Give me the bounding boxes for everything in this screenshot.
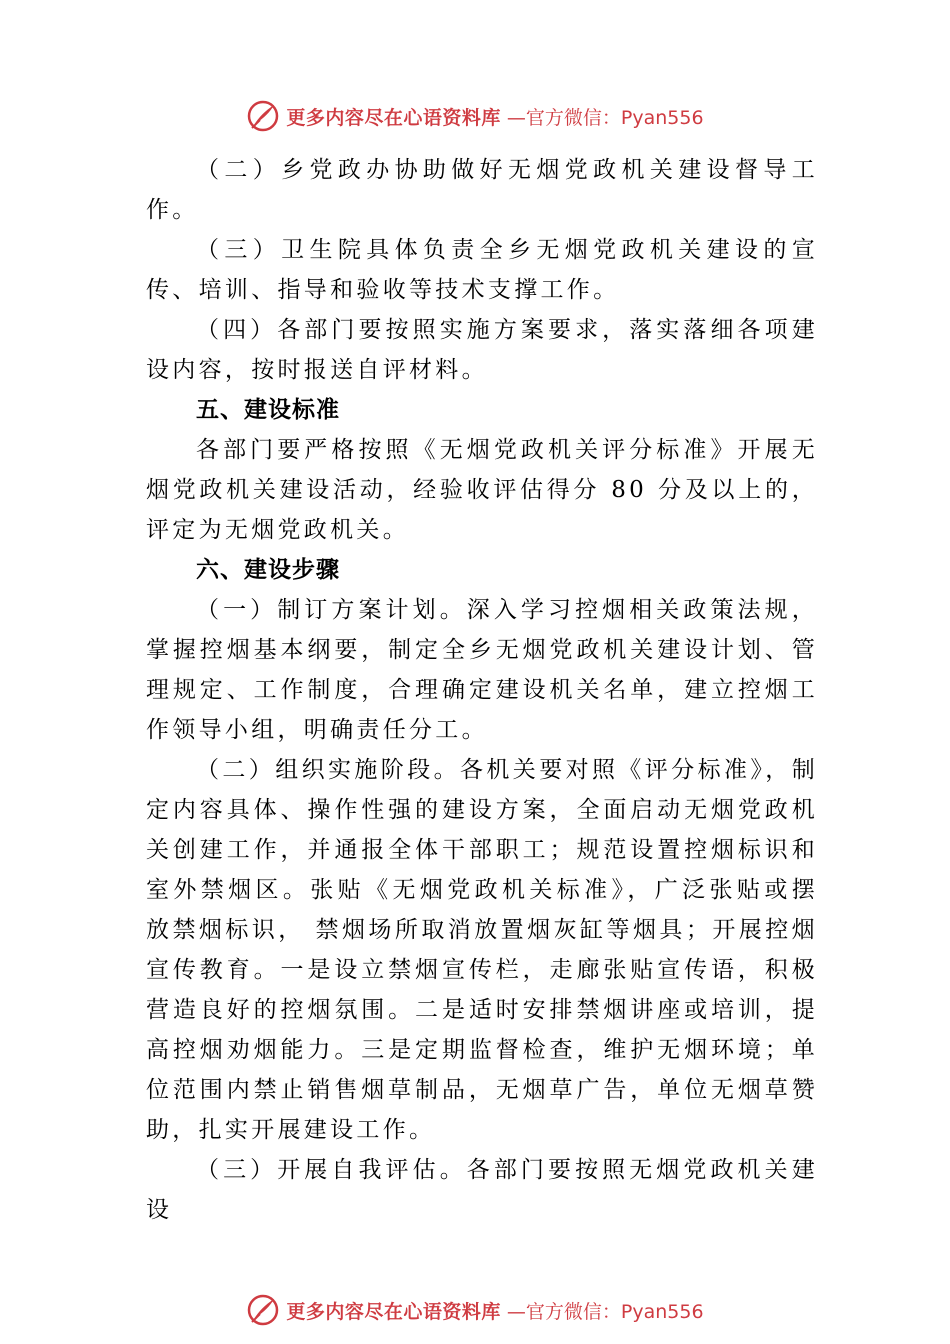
quill-logo-icon: [246, 1293, 280, 1327]
paragraph-2: （二）乡党政办协助做好无烟党政机关建设督导工作。: [146, 157, 818, 223]
watermark-wechat-text: —官方微信：Pyan556: [506, 1300, 704, 1323]
watermark-promo-text: 更多内容尽在心语资料库: [286, 106, 501, 129]
watermark-wechat-text: —官方微信：Pyan556: [506, 106, 704, 129]
paragraph-3: （三）卫生院具体负责全乡无烟党政机关建设的宣传、培训、指导和验收等技术支撑工作。: [146, 237, 818, 303]
section-5-heading: 五、建设标准: [196, 397, 340, 423]
watermark-banner-top: [0, 94, 950, 138]
step-3: （三）开展自我评估。各部门要按照无烟党政机关建设: [146, 1157, 818, 1223]
watermark-banner-bottom: [0, 1288, 950, 1332]
step-1: （一）制订方案计划。深入学习控烟相关政策法规，掌握控烟基本纲要，制定全乡无烟党政机关建设计划、管理规定、工作制度，合理确定建设机关名单，建立控烟工作领导小组，明确责任分工。: [146, 597, 818, 743]
quill-logo-icon: [246, 99, 280, 133]
document-body: [146, 150, 818, 1230]
section-6-heading: 六、建设步骤: [196, 557, 340, 583]
step-2: （二）组织实施阶段。各机关要对照《评分标准》，制定内容具体、操作性强的建设方案，全面启动无烟党政机关创建工作，并通报全体干部职工；规范设置控烟标识和室外禁烟区。张贴《无烟党政机关标准》，广泛张贴或摆放禁烟标识， 禁烟场所取消放置烟灰缸等烟具；开展控烟宣传教育。一是设立禁烟宣传栏，走廊张贴宣传语，积极营造良好的控烟氛围。二是适时安排禁烟讲座或培训，提高控烟劝烟能力。三是定期监督检查，维护无烟环境；单位范围内禁止销售烟草制品，无烟草广告，单位无烟草赞助，扎实开展建设工作。: [146, 757, 818, 1143]
section-5-body: 各部门要严格按照《无烟党政机关评分标准》开展无烟党政机关建设活动，经验收评估得分 80 分及以上的，评定为无烟党政机关。: [146, 437, 818, 543]
watermark-promo-text: 更多内容尽在心语资料库: [286, 1300, 501, 1323]
paragraph-4: （四）各部门要按照实施方案要求，落实落细各项建设内容，按时报送自评材料。: [146, 317, 818, 383]
